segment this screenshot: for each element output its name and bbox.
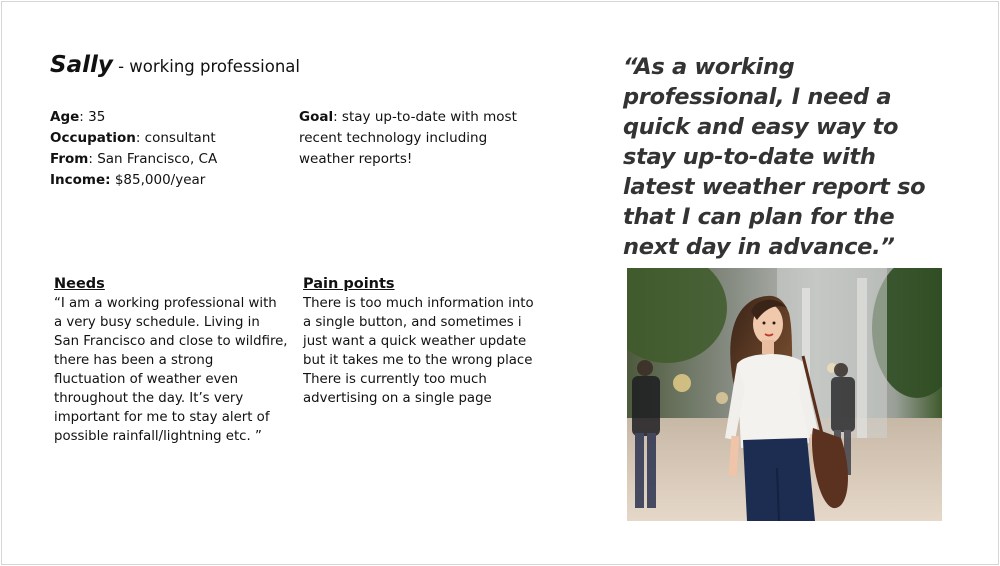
fact-value: : San Francisco, CA: [88, 151, 218, 167]
pain-point-item: There is currently too much advertising on a single page: [303, 372, 492, 406]
persona-photo: [627, 268, 942, 521]
goal-text: : stay up-to-date with most recent technology including weather reports!: [299, 109, 517, 167]
needs-section: [54, 275, 288, 446]
pain-points-heading: Pain points: [303, 276, 395, 292]
persona-facts: [50, 107, 217, 191]
needs-text: “I am a working professional with a very busy schedule. Living in San Francisco and close to wildfire, there has been a strong fluctuation of weather even throughout the day. It’s very important for me to stay alert of possible rainfall/lightning etc. ”: [54, 296, 288, 444]
persona-name: Sally: [50, 52, 113, 78]
fact-income: [50, 170, 217, 191]
fact-label: Age: [50, 109, 80, 125]
goal-label: Goal: [299, 109, 334, 125]
fact-occupation: [50, 128, 217, 149]
persona-title: [50, 52, 300, 78]
fact-from: [50, 149, 217, 170]
fact-value: : 35: [79, 109, 106, 125]
persona-quote: “As a working professional, I need a quick and easy way to stay up-to-date with latest weather report so that I can plan for the next day in advance.”: [623, 54, 926, 260]
pain-points-section: [303, 275, 535, 408]
fact-label: Income:: [50, 172, 111, 188]
fact-value: $85,000/year: [110, 172, 206, 188]
fact-label: From: [50, 151, 89, 167]
fact-label: Occupation: [50, 130, 136, 146]
fact-value: : consultant: [135, 130, 216, 146]
pain-point-item: There is too much information into a single button, and sometimes i just want a quick weather update but it takes me to the wrong place: [303, 296, 534, 368]
persona-goal: [299, 107, 539, 170]
needs-heading: Needs: [54, 276, 105, 292]
fact-age: [50, 107, 217, 128]
persona-subtitle: - working professional: [112, 57, 300, 76]
